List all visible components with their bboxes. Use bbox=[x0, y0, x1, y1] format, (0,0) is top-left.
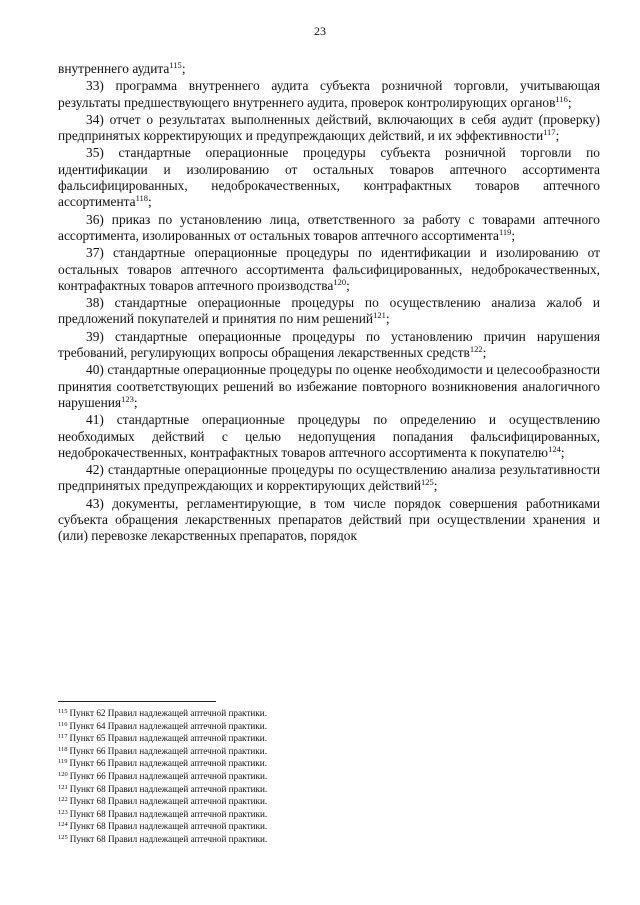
footnote-ref[interactable]: 119 bbox=[498, 226, 512, 237]
list-item-37: 37) стандартные операционные процедуры по идентификации и изолированию от остальных товаров аптечного ассортимента фальсифицированных, недоброкачественных, контрафактных товаров аптечного производства$^{120}$; bbox=[58, 245, 600, 293]
footnote-separator bbox=[58, 701, 216, 702]
list-item-34: 34) отчет о результатах выполненных действий, включающих в себя аудит (проверку) предпринятых корректирующих и предупреждающих действий, и их эффективности$^{117}$; bbox=[58, 111, 600, 144]
footnote: $^{119}$ Пункт 66 Правил надлежащей аптечной практики. bbox=[58, 758, 267, 769]
list-item-33: 33) программа внутреннего аудита субъекта розничной торговли, учитывающая результаты предшествующего внутреннего аудита, проверок контролирующих органов$^{116}$; bbox=[58, 78, 600, 110]
list-item-35: 35) стандартные операционные процедуры субъекта розничной торговли по идентификации и изолированию от остальных товаров аптечного ассортимента фальсифицированных, недоброкачественных, контрафактных товаров аптечного ассортимента$^{118}$; bbox=[58, 145, 600, 210]
list-item-36: 36) приказ по установлению лица, ответственного за работу с товарами аптечного ассортимента, изолированных от остальных товаров аптечного ассортимента$^{119}$; bbox=[58, 211, 600, 243]
document-body bbox=[58, 61, 600, 546]
footnote-ref[interactable]: 124 bbox=[548, 443, 561, 454]
list-item-38: 38) стандартные операционные процедуры по осуществлению анализа жалоб и предложений покупателей и принятия по ним решений$^{121}$; bbox=[58, 295, 600, 327]
list-item-41: 41) стандартные операционные процедуры по определению и осуществлению необходимых действий с целью недопущения попадания фальсифицированных, недоброкачественных, контрафактных товаров аптечного ассортимента к покупателю$^{124}$; bbox=[58, 412, 600, 460]
footnote-ref[interactable]: 115 bbox=[169, 60, 182, 70]
list-item-40: 40) стандартные операционные процедуры по оценке необходимости и целесообразности принятия соответствующих решений во избежание повторного возникновения аналогичного нарушения$^{123}$; bbox=[58, 362, 600, 410]
footnote-ref[interactable]: 125 bbox=[421, 477, 434, 488]
footnote: $^{125}$ Пункт 68 Правил надлежащей аптечной практики. bbox=[58, 833, 268, 844]
footnote: $^{116}$ Пункт 64 Правил надлежащей аптечной практики. bbox=[58, 720, 267, 731]
footnote: $^{117}$ Пункт 65 Правил надлежащей аптечной практики. bbox=[58, 733, 267, 744]
footnote-ref[interactable]: 117 bbox=[543, 127, 556, 138]
footnote-ref[interactable]: 121 bbox=[373, 310, 386, 321]
footnote-ref[interactable]: 118 bbox=[135, 193, 149, 204]
footnote-ref[interactable]: 120 bbox=[333, 276, 347, 287]
paragraph-continuation: внутреннего аудита$^{115}$; bbox=[58, 60, 186, 76]
footnote: $^{121}$ Пункт 68 Правил надлежащей аптечной практики. bbox=[58, 783, 268, 794]
footnote-ref[interactable]: 123 bbox=[121, 393, 134, 404]
footnote: $^{124}$ Пункт 68 Правил надлежащей аптечной практики. bbox=[58, 821, 268, 832]
footnotes bbox=[58, 707, 458, 846]
footnote: $^{118}$ Пункт 66 Правил надлежащей аптечной практики. bbox=[58, 745, 267, 756]
page-number: 23 bbox=[314, 24, 326, 38]
list-item-43: 43) документы, регламентирующие, в том числе порядок совершения работниками субъекта обращения лекарственных препаратов действий при осуществлении хранения и (или) перевозке лекарственных препаратов, порядок bbox=[58, 495, 600, 544]
footnote: $^{122}$ Пункт 68 Правил надлежащей аптечной практики. bbox=[58, 796, 268, 807]
footnote: $^{120}$ Пункт 66 Правил надлежащей аптечной практики. bbox=[58, 770, 268, 781]
footnote: $^{115}$ Пункт 62 Правил надлежащей аптечной практики. bbox=[58, 708, 267, 718]
footnote-ref[interactable]: 116 bbox=[555, 93, 568, 104]
footnote: $^{123}$ Пункт 68 Правил надлежащей аптечной практики. bbox=[58, 808, 268, 819]
list-item-42: 42) стандартные операционные процедуры по осуществлению анализа результативности предпринятых предупреждающих и корректирующих действий$^{125}$; bbox=[58, 462, 600, 494]
footnote-ref[interactable]: 122 bbox=[469, 344, 483, 355]
list-item-39: 39) стандартные операционные процедуры по установлению причин нарушения требований, регулирующих вопросы обращения лекарственных средств$^{122}$; bbox=[58, 328, 600, 361]
